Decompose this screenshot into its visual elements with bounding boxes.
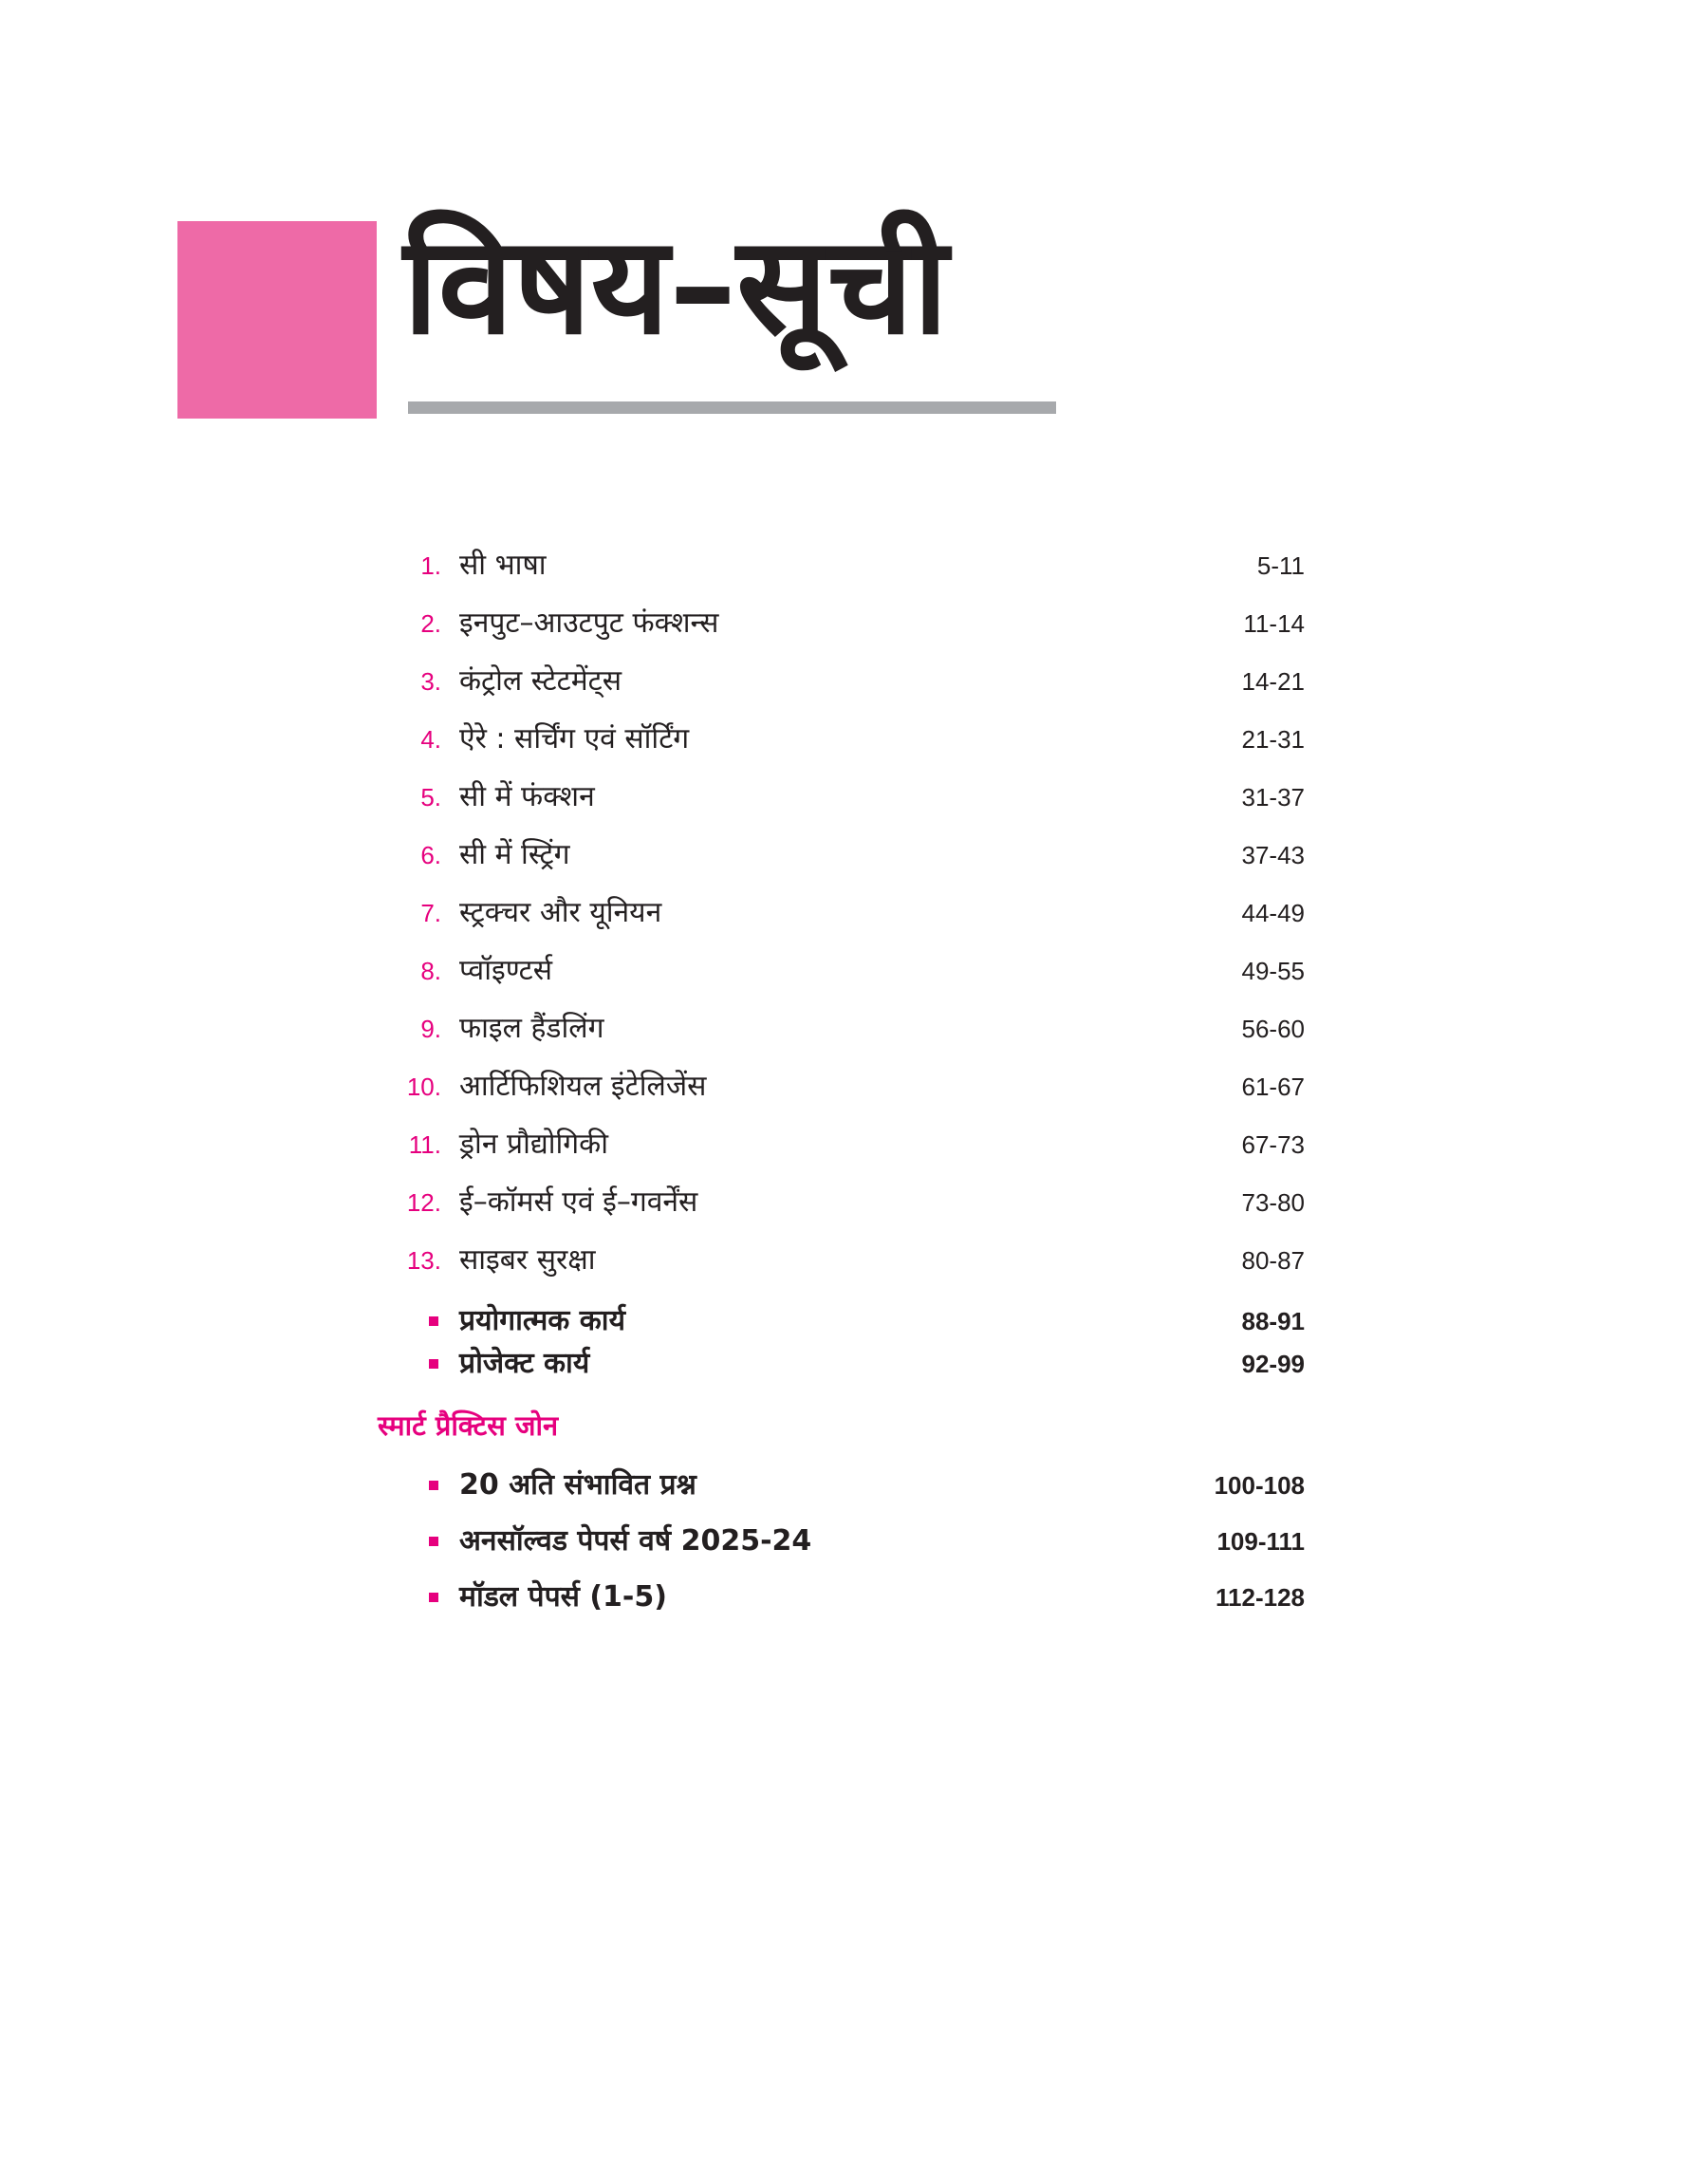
toc-entry[interactable] (399, 892, 1305, 934)
toc-extra-pages: 92-99 (1241, 1350, 1305, 1378)
toc-entry-number: 5. (420, 783, 441, 812)
toc-entry-title: ई–कॉमर्स एवं ई–गवर्नेंस (459, 1185, 698, 1219)
toc-entry-pages: 21-31 (1241, 725, 1305, 754)
practice-zone-entry[interactable] (399, 1577, 1305, 1618)
toc-entry-number: 8. (420, 957, 441, 985)
toc-entry-number: 3. (420, 667, 441, 696)
toc-entry-title: फाइल हैंडलिंग (459, 1012, 604, 1045)
toc-entry-title: कंट्रोल स्टेटमेंट्स (459, 664, 622, 698)
toc-entry-number: 7. (420, 899, 441, 927)
practice-zone-pages: 109-111 (1216, 1527, 1305, 1556)
toc-entry[interactable] (399, 603, 1305, 644)
toc-entry-pages: 14-21 (1241, 667, 1305, 696)
toc-extra-title: प्रोजेक्ट कार्य (459, 1347, 590, 1380)
toc-extra-entry[interactable] (399, 1300, 1305, 1342)
toc-entry-number: 10. (406, 1073, 441, 1101)
toc-entry[interactable] (399, 1066, 1305, 1108)
toc-entry[interactable] (399, 1240, 1305, 1281)
square-bullet-icon (429, 1593, 438, 1602)
title-accent-block (177, 221, 377, 419)
toc-entry-pages: 61-67 (1241, 1073, 1305, 1101)
toc-entry-pages: 56-60 (1241, 1015, 1305, 1043)
practice-zone-title: अनसॉल्वड पेपर्स वर्ष 2025-24 (459, 1524, 812, 1558)
toc-extra-entry[interactable] (399, 1343, 1305, 1385)
toc-entry-number: 9. (420, 1015, 441, 1043)
practice-zone-title: मॉडल पेपर्स (1-5) (459, 1580, 667, 1614)
toc-extra-pages: 88-91 (1241, 1307, 1305, 1335)
page-title: विषय–सूची (403, 208, 949, 364)
practice-zone-entry[interactable] (399, 1521, 1305, 1562)
toc-entry-pages: 44-49 (1241, 899, 1305, 927)
practice-zone-pages: 100-108 (1214, 1471, 1305, 1500)
toc-entry-number: 12. (406, 1188, 441, 1217)
toc-entry[interactable] (399, 545, 1305, 587)
toc-entry[interactable] (399, 776, 1305, 818)
toc-entry-title: सी भाषा (459, 549, 547, 582)
toc-entry[interactable] (399, 950, 1305, 992)
toc-entry[interactable] (399, 834, 1305, 876)
toc-entry-number: 11. (408, 1130, 441, 1159)
toc-entry-number: 13. (406, 1246, 441, 1275)
toc-entry-title: सी में स्ट्रिंग (459, 838, 570, 871)
toc-entry-title: साइबर सुरक्षा (459, 1243, 596, 1277)
toc-entry-pages: 31-37 (1241, 783, 1305, 812)
toc-entry-title: स्ट्रक्चर और यूनियन (459, 896, 662, 929)
toc-entry-number: 6. (420, 841, 441, 869)
toc-entry-number: 4. (420, 725, 441, 754)
toc-entry-title: आर्टिफिशियल इंटेलिजेंस (459, 1070, 707, 1103)
toc-entry[interactable] (399, 1124, 1305, 1166)
toc-entry[interactable] (399, 1182, 1305, 1223)
toc-entry-pages: 67-73 (1241, 1130, 1305, 1159)
square-bullet-icon (429, 1481, 438, 1490)
practice-zone-pages: 112-128 (1216, 1583, 1305, 1612)
toc-entry-title: इनपुट–आउटपुट फंक्शन्स (459, 606, 719, 640)
square-bullet-icon (429, 1537, 438, 1546)
toc-entry[interactable] (399, 1008, 1305, 1050)
toc-entry-pages: 49-55 (1241, 957, 1305, 985)
practice-zone-title: 20 अति संभावित प्रश्न (459, 1468, 696, 1502)
toc-entry-title: सी में फंक्शन (459, 780, 595, 813)
toc-entry-title: प्वॉइण्टर्स (459, 954, 553, 987)
toc-entry-pages: 11-14 (1243, 609, 1305, 638)
toc-entry-title: ऐरे : सर्चिंग एवं सॉर्टिंग (459, 722, 690, 756)
toc-entry-number: 2. (420, 609, 441, 638)
square-bullet-icon (429, 1359, 438, 1369)
toc-entry[interactable] (399, 718, 1305, 760)
toc-entry-pages: 80-87 (1241, 1246, 1305, 1275)
toc-entry-number: 1. (420, 551, 441, 580)
practice-zone-entry[interactable] (399, 1465, 1305, 1506)
toc-entry[interactable] (399, 661, 1305, 702)
toc-entry-pages: 5-11 (1256, 551, 1305, 580)
toc-extra-title: प्रयोगात्मक कार्य (459, 1304, 625, 1337)
square-bullet-icon (429, 1316, 438, 1326)
toc-entry-title: ड्रोन प्रौद्योगिकी (459, 1128, 608, 1161)
toc-entry-pages: 37-43 (1241, 841, 1305, 869)
practice-zone-heading: स्मार्ट प्रैक्टिस जोन (378, 1409, 559, 1442)
toc-entry-pages: 73-80 (1241, 1188, 1305, 1217)
title-underline (408, 401, 1056, 414)
